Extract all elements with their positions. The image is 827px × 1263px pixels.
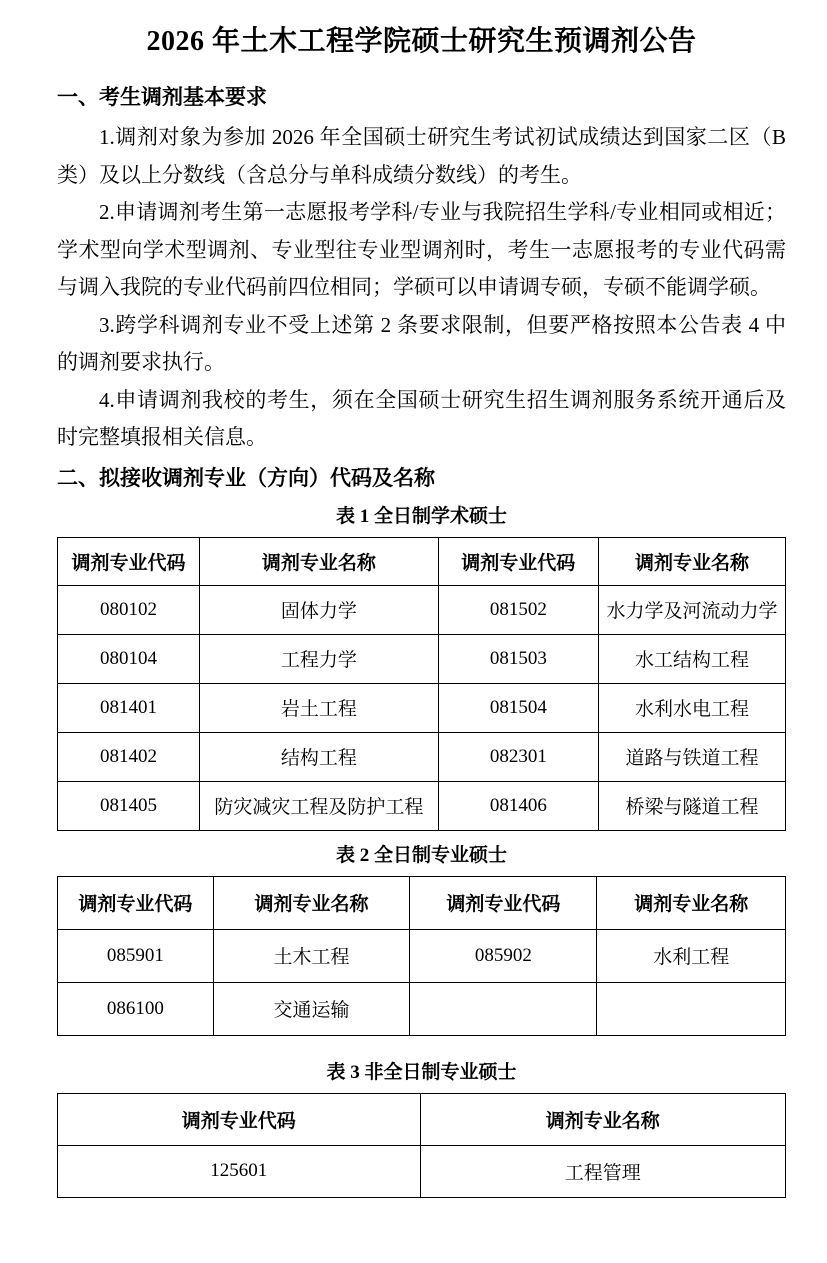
table-cell: 水力学及河流动力学 — [598, 585, 785, 634]
table-cell: 081402 — [58, 732, 200, 781]
table-cell: 125601 — [58, 1145, 421, 1197]
table-cell: 桥梁与隧道工程 — [598, 781, 785, 830]
table-cell: 080102 — [58, 585, 200, 634]
table-3-caption: 表 3 非全日制专业硕士 — [326, 1061, 517, 1083]
table-row — [58, 634, 786, 683]
table-row — [58, 781, 786, 830]
paragraph-1: 1.调剂对象为参加 2026 年全国硕士研究生考试初试成绩达到国家二区（B类）及以上分数线（含总分与单科成绩分数线）的考生。 — [57, 125, 786, 187]
table-cell: 081401 — [58, 683, 200, 732]
table-2-caption: 表 2 全日制专业硕士 — [335, 844, 507, 866]
table-cell: 081406 — [438, 781, 598, 830]
paragraph-4: 4.申请调剂我校的考生，须在全国硕士研究生招生调剂服务系统开通后及时完整填报相关信息。 — [57, 387, 786, 449]
table-cell: 工程管理 — [420, 1145, 785, 1197]
table-header-cell: 调剂专业名称 — [199, 537, 438, 585]
table-cell: 081405 — [58, 781, 200, 830]
table-header-cell: 调剂专业代码 — [58, 1093, 421, 1145]
section-1-heading: 一、考生调剂基本要求 — [57, 85, 267, 109]
table-cell: 交通运输 — [213, 982, 410, 1035]
table-cell — [410, 982, 597, 1035]
table-row — [58, 1093, 786, 1145]
table-header-cell: 调剂专业代码 — [58, 876, 214, 929]
page-title: 2026 年土木工程学院硕士研究生预调剂公告 — [146, 26, 697, 57]
section-2-heading: 二、拟接收调剂专业（方向）代码及名称 — [57, 465, 435, 490]
table-cell — [597, 982, 786, 1035]
table-1-full-time-academic — [57, 537, 786, 831]
table-cell: 防灾减灾工程及防护工程 — [199, 781, 438, 830]
table-2-full-time-professional — [57, 876, 786, 1036]
table-3-part-time-professional — [57, 1093, 786, 1198]
table-header-cell: 调剂专业名称 — [420, 1093, 785, 1145]
table-header-cell: 调剂专业代码 — [410, 876, 597, 929]
table-cell: 道路与铁道工程 — [598, 732, 785, 781]
paragraph-2: 2.申请调剂考生第一志愿报考学科/专业与我院招生学科/专业相同或相近；学术型向学术型调剂、专业型往专业型调剂时，考生一志愿报考的专业代码需与调入我院的专业代码前四位相同；学硕可以申请调专硕，专硕不能调学硕。 — [57, 200, 786, 299]
table-row — [58, 982, 786, 1035]
table-cell: 水工结构工程 — [598, 634, 785, 683]
table-row — [58, 1145, 786, 1197]
table-cell: 081504 — [438, 683, 598, 732]
table-cell: 土木工程 — [213, 929, 410, 982]
table-cell: 岩土工程 — [199, 683, 438, 732]
table-row — [58, 585, 786, 634]
table-header-cell: 调剂专业名称 — [213, 876, 410, 929]
table-cell: 081502 — [438, 585, 598, 634]
table-row — [58, 732, 786, 781]
table-header-cell: 调剂专业代码 — [438, 537, 598, 585]
table-cell: 082301 — [438, 732, 598, 781]
table-header-cell: 调剂专业名称 — [598, 537, 785, 585]
table-cell: 工程力学 — [199, 634, 438, 683]
table-row — [58, 929, 786, 982]
table-1-caption: 表 1 全日制学术硕士 — [335, 505, 507, 527]
table-cell: 固体力学 — [199, 585, 438, 634]
table-cell: 081503 — [438, 634, 598, 683]
table-cell: 水利水电工程 — [598, 683, 785, 732]
table-row — [58, 537, 786, 585]
table-header-cell: 调剂专业名称 — [597, 876, 786, 929]
table-cell: 085901 — [58, 929, 214, 982]
table-header-cell: 调剂专业代码 — [58, 537, 200, 585]
table-cell: 080104 — [58, 634, 200, 683]
table-cell: 水利工程 — [597, 929, 786, 982]
table-cell: 结构工程 — [199, 732, 438, 781]
table-row — [58, 683, 786, 732]
table-row — [58, 876, 786, 929]
table-cell: 085902 — [410, 929, 597, 982]
table-cell: 086100 — [58, 982, 214, 1035]
paragraph-3: 3.跨学科调剂专业不受上述第 2 条要求限制，但要严格按照本公告表 4 中的调剂要求执行。 — [57, 312, 786, 374]
